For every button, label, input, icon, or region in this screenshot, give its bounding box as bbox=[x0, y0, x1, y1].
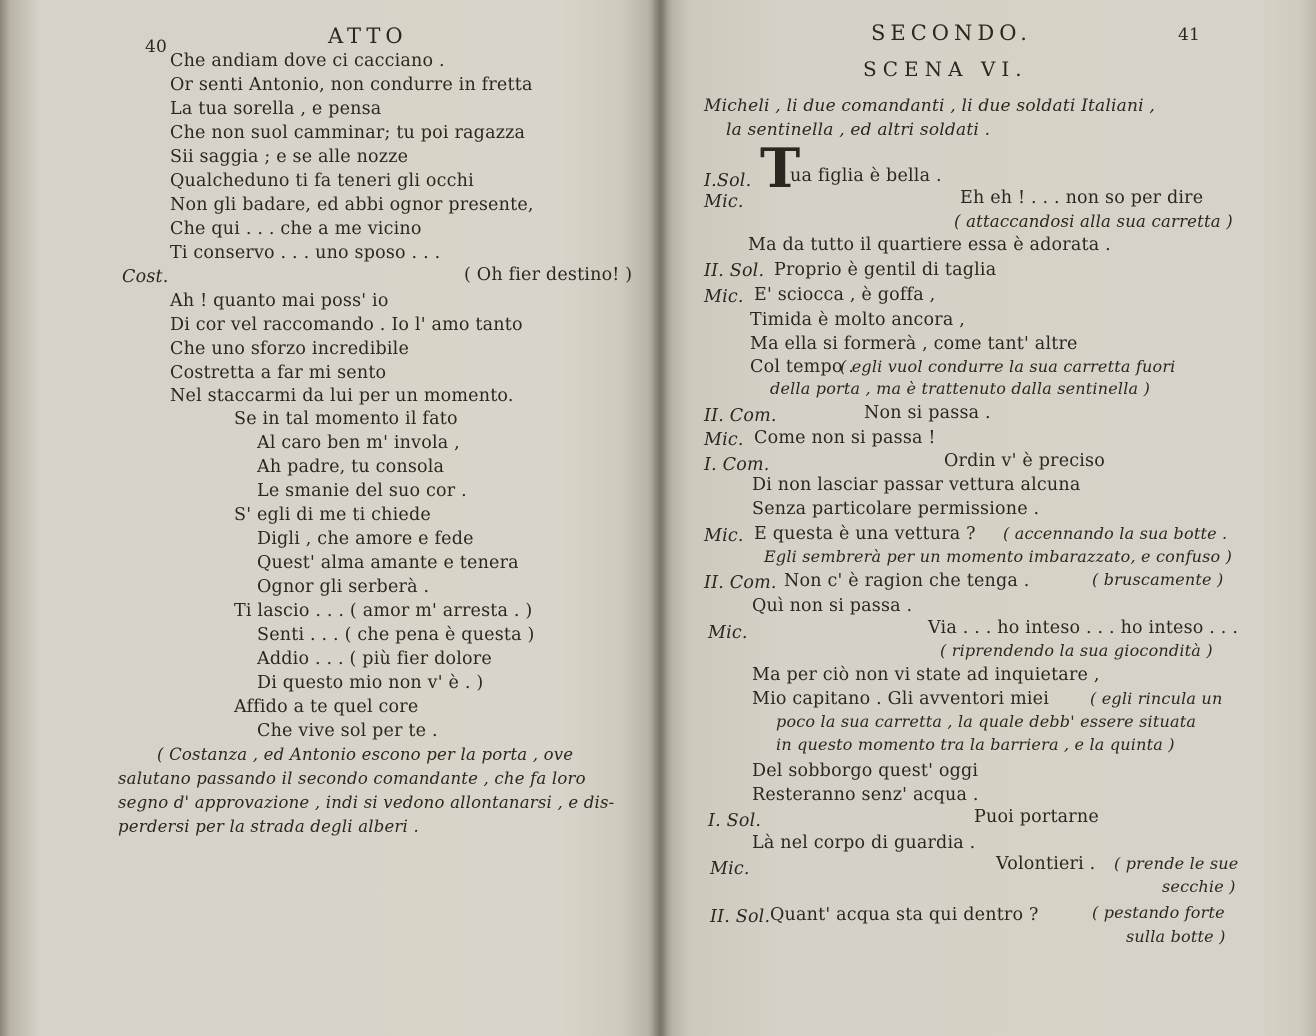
aria-line: Senti . . . ( che pena è questa ) bbox=[257, 625, 535, 645]
aria-line: Al caro ben m' invola , bbox=[257, 433, 460, 453]
speaker-label: Mic. bbox=[708, 623, 748, 643]
aria-line: Le smanie del suo cor . bbox=[257, 481, 467, 501]
stage-direction: perdersi per la strada degli alberi . bbox=[118, 817, 419, 836]
aria-line: Che vive sol per te . bbox=[257, 721, 438, 741]
aria-line: Ti lascio . . . ( amor m' arresta . ) bbox=[234, 601, 533, 621]
dialogue-text: Non si passa . bbox=[864, 403, 991, 423]
stage-direction: ( egli vuol condurre la sua carretta fuori bbox=[840, 357, 1176, 376]
speaker-label: Mic. bbox=[704, 192, 744, 212]
text-line: La tua sorella , e pensa bbox=[170, 99, 382, 119]
page-number-right: 41 bbox=[1178, 25, 1201, 45]
aria-line: Digli , che amore e fede bbox=[257, 529, 474, 549]
speaker-label: Cost. bbox=[122, 267, 169, 287]
text-line: Sii saggia ; e se alle nozze bbox=[170, 147, 409, 167]
text-line: Qualcheduno ti fa teneri gli occhi bbox=[170, 171, 474, 191]
stage-direction: ( riprendendo la sua giocondità ) bbox=[940, 641, 1213, 660]
dialogue-text: Puoi portarne bbox=[974, 807, 1099, 827]
page-number-left: 40 bbox=[145, 37, 168, 57]
text-line: Ti conservo . . . uno sposo . . . bbox=[170, 243, 441, 263]
dialogue-text: Resteranno senz' acqua . bbox=[752, 785, 979, 805]
text-line: Che qui . . . che a me vicino bbox=[170, 219, 422, 239]
dialogue-text: Proprio è gentil di taglia bbox=[774, 260, 997, 280]
stage-direction: ( prende le sue bbox=[1114, 854, 1239, 873]
book-gutter bbox=[648, 0, 672, 1036]
text-line: Di cor vel raccomando . Io l' amo tanto bbox=[170, 315, 523, 335]
stage-direction: salutano passando il secondo comandante , che fa loro bbox=[118, 769, 586, 788]
dialogue-text: Quant' acqua sta qui dentro ? bbox=[770, 905, 1039, 925]
text-line: Nel staccarmi da lui per un momento. bbox=[170, 386, 514, 406]
stage-direction: poco la sua carretta , la quale debb' essere situata bbox=[776, 712, 1197, 731]
speaker-label: II. Sol. bbox=[710, 907, 771, 927]
aria-line: Se in tal momento il fato bbox=[234, 409, 458, 429]
aria-line: Di questo mio non v' è . ) bbox=[257, 673, 484, 693]
dialogue-text: Non c' è ragion che tenga . bbox=[784, 571, 1030, 591]
aria-line: Affido a te quel core bbox=[234, 697, 419, 717]
running-head-left: ATTO bbox=[328, 24, 408, 48]
speaker-label: I. Sol. bbox=[708, 811, 762, 831]
aria-line: Quest' alma amante e tenera bbox=[257, 553, 519, 573]
text-line: Ah ! quanto mai poss' io bbox=[170, 291, 389, 311]
stage-direction: della porta , ma è trattenuto dalla sentinella ) bbox=[770, 379, 1151, 398]
dialogue-text: Ordin v' è preciso bbox=[944, 451, 1105, 471]
stage-direction: Egli sembrerà per un momento imbarazzato, e confuso ) bbox=[764, 547, 1233, 566]
dialogue-text: Timida è molto ancora , bbox=[750, 310, 966, 330]
text-line: Che uno sforzo incredibile bbox=[170, 339, 410, 359]
stage-direction: ( Costanza , ed Antonio escono per la porta , ove bbox=[157, 745, 574, 764]
stage-direction: sulla botte ) bbox=[1126, 927, 1226, 946]
text-line: Che andiam dove ci cacciano . bbox=[170, 51, 445, 71]
dialogue-text: Ma per ciò non vi state ad inquietare , bbox=[752, 665, 1100, 685]
stage-direction: secchie ) bbox=[1162, 877, 1236, 896]
dialogue-text: Del sobborgo quest' oggi bbox=[752, 761, 979, 781]
stage-direction: ( egli rincula un bbox=[1090, 689, 1223, 708]
speaker-label: II. Sol. bbox=[704, 261, 765, 281]
dialogue-text: Volontieri . bbox=[996, 854, 1096, 874]
running-head-right: SECONDO. bbox=[871, 21, 1032, 45]
text-line: Costretta a far mi sento bbox=[170, 363, 387, 383]
dialogue-text: E questa è una vettura ? bbox=[754, 524, 976, 544]
stage-direction: ( bruscamente ) bbox=[1092, 570, 1224, 589]
speaker-label: I.Sol. bbox=[704, 171, 752, 191]
dialogue-text: Mio capitano . Gli avventori miei bbox=[752, 689, 1050, 709]
stage-direction: ( accennando la sua botte . bbox=[1003, 524, 1228, 543]
drop-cap: T bbox=[760, 136, 801, 200]
text-line: Non gli badare, ed abbi ognor presente, bbox=[170, 195, 534, 215]
aria-line: Ah padre, tu consola bbox=[257, 457, 445, 477]
text-line: Or senti Antonio, non condurre in fretta bbox=[170, 75, 533, 95]
aside-text: ( Oh fier destino! ) bbox=[464, 265, 633, 285]
scene-title: SCENA VI. bbox=[863, 57, 1028, 81]
dialogue-text: Eh eh ! . . . non so per dire bbox=[960, 188, 1204, 208]
dialogue-text: Là nel corpo di guardia . bbox=[752, 833, 976, 853]
speaker-label: Mic. bbox=[704, 526, 744, 546]
speaker-label: Mic. bbox=[704, 430, 744, 450]
aria-line: S' egli di me ti chiede bbox=[234, 505, 431, 525]
dialogue-text: Ma da tutto il quartiere essa è adorata . bbox=[748, 235, 1111, 255]
dialogue-text: E' sciocca , è goffa , bbox=[754, 285, 936, 305]
aria-line: Ognor gli serberà . bbox=[257, 577, 430, 597]
speaker-label: I. Com. bbox=[704, 455, 770, 475]
stage-direction: in questo momento tra la barriera , e la quinta ) bbox=[776, 735, 1175, 754]
dialogue-text: Col tempo . bbox=[750, 357, 855, 377]
cast-list: Micheli , li due comandanti , li due soldati Italiani , bbox=[704, 96, 1155, 116]
stage-direction: ( pestando forte bbox=[1092, 903, 1225, 922]
speaker-label: Mic. bbox=[704, 287, 744, 307]
dialogue-text: Quì non si passa . bbox=[752, 596, 913, 616]
speaker-label: II. Com. bbox=[704, 573, 777, 593]
stage-direction: segno d' approvazione , indi si vedono allontanarsi , e dis- bbox=[118, 793, 615, 812]
dialogue-text: Come non si passa ! bbox=[754, 428, 936, 448]
speaker-label: II. Com. bbox=[704, 406, 777, 426]
cast-list: la sentinella , ed altri soldati . bbox=[726, 120, 991, 140]
dialogue-text: Ma ella si formerà , come tant' altre bbox=[750, 334, 1078, 354]
speaker-label: Mic. bbox=[710, 859, 750, 879]
dialogue-text: Di non lasciar passar vettura alcuna bbox=[752, 475, 1081, 495]
text-line: Che non suol camminar; tu poi ragazza bbox=[170, 123, 526, 143]
aria-line: Addio . . . ( più fier dolore bbox=[257, 649, 492, 669]
dialogue-text: ua figlia è bella . bbox=[790, 166, 942, 186]
stage-direction: ( attaccandosi alla sua carretta ) bbox=[954, 212, 1233, 231]
right-page bbox=[660, 0, 1316, 1036]
dialogue-text: Senza particolare permissione . bbox=[752, 499, 1040, 519]
dialogue-text: Via . . . ho inteso . . . ho inteso . . . bbox=[928, 618, 1239, 638]
